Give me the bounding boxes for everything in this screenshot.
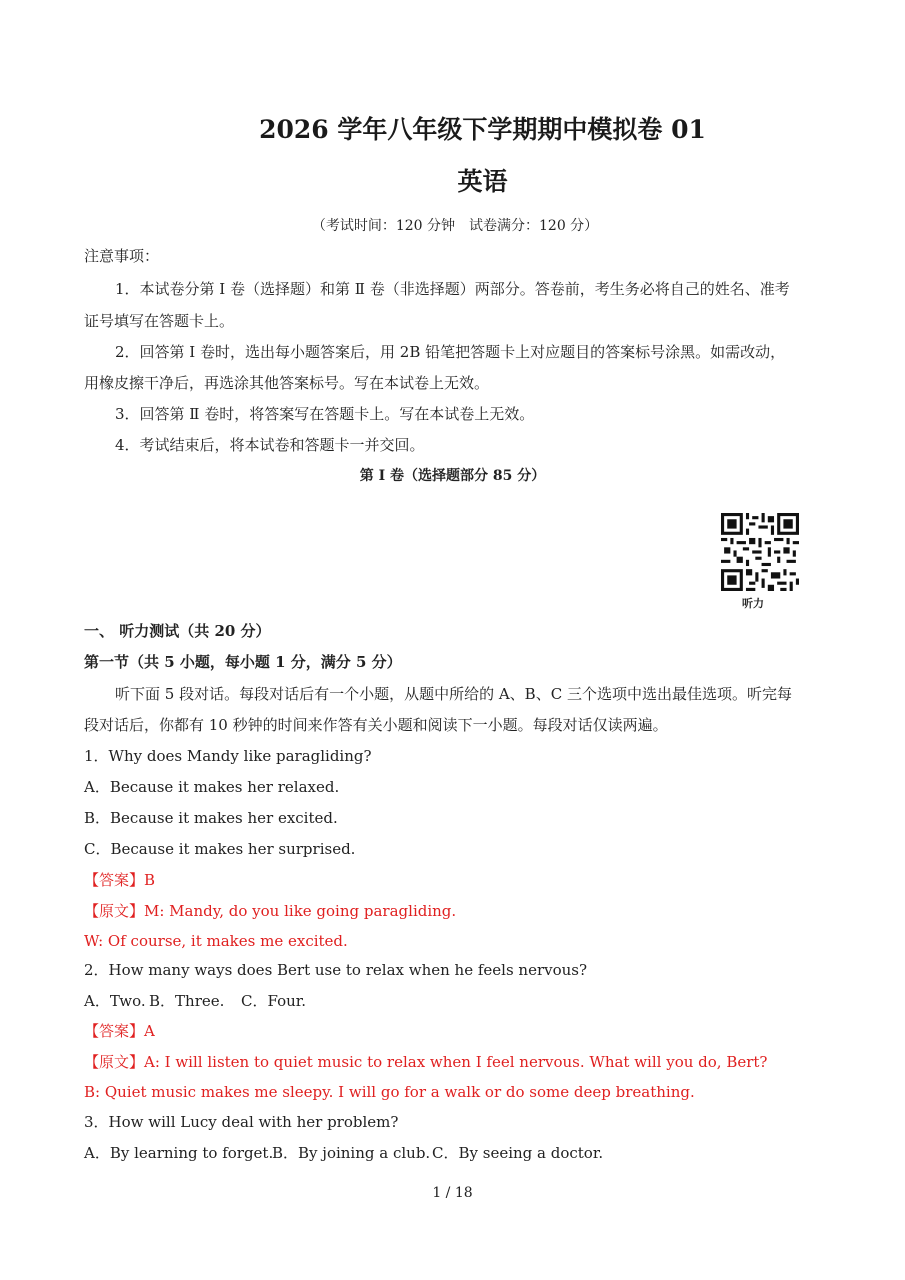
question-1-transcript-2: W: Of course, it makes me excited. <box>84 932 348 950</box>
question-1-option-c: C．Because it makes her surprised. <box>84 840 356 858</box>
question-1-option-b: B．Because it makes her excited. <box>84 809 338 827</box>
question-2-transcript-2: B: Quiet music makes me sleepy. I will go for a walk or do some deep breathing. <box>84 1083 695 1101</box>
part1-heading: 一、 听力测试（共 20 分） <box>84 622 271 640</box>
question-1-transcript-1: 【原文】M: Mandy, do you like going paragliding. <box>84 902 457 920</box>
question-1-option-a: A．Because it makes her relaxed. <box>84 778 340 796</box>
section1-heading: 第一节（共 5 小题，每小题 1 分，满分 5 分） <box>84 653 402 671</box>
qr-label: 听力 <box>742 597 764 610</box>
question-3-option-a: A．By learning to forget. <box>84 1144 274 1162</box>
qr-code-icon <box>721 513 799 591</box>
question-2-option-a: A．Two. <box>84 992 146 1010</box>
notice-item-1-line1: 1．本试卷分第 Ⅰ 卷（选择题）和第 Ⅱ 卷（非选择题）两部分。答卷前，考生务必将自己的姓名、准考 <box>115 280 790 298</box>
question-2-option-c: C．Four. <box>241 992 307 1010</box>
question-2-transcript-1: 【原文】A: I will listen to quiet music to relax when I feel nervous. What will you do, Bert? <box>84 1053 768 1071</box>
instructions-line1: 听下面 5 段对话。每段对话后有一个小题，从题中所给的 A、B、C 三个选项中选出最佳选项。听完每 <box>115 685 792 703</box>
exam-meta: （考试时间：120 分钟 试卷满分：120 分） <box>311 218 599 234</box>
page-number: 1 / 18 <box>432 1185 473 1201</box>
question-3-option-b: B．By joining a club. <box>272 1144 431 1162</box>
notice-heading: 注意事项： <box>84 247 160 265</box>
question-2-stem: 2．How many ways does Bert use to relax when he feels nervous? <box>84 961 588 979</box>
question-2-answer: 【答案】A <box>84 1022 155 1040</box>
page-title: 2026 学年八年级下学期期中模拟卷 01 <box>259 115 706 144</box>
question-2-option-b: B．Three. <box>149 992 225 1010</box>
question-3-stem: 3．How will Lucy deal with her problem? <box>84 1113 399 1131</box>
notice-item-2-line1: 2．回答第 Ⅰ 卷时，选出每小题答案后，用 2B 铅笔把答题卡上对应题目的答案标号涂黑。如需改动， <box>115 343 786 361</box>
subject-title: 英语 <box>457 167 508 196</box>
notice-item-2-line2: 用橡皮擦干净后，再选涂其他答案标号。写在本试卷上无效。 <box>84 374 490 392</box>
notice-item-3: 3．回答第 Ⅱ 卷时，将答案写在答题卡上。写在本试卷上无效。 <box>115 405 535 423</box>
question-1-stem: 1．Why does Mandy like paragliding? <box>84 747 372 765</box>
question-3-option-c: C．By seeing a doctor. <box>432 1144 604 1162</box>
notice-item-4: 4．考试结束后，将本试卷和答题卡一并交回。 <box>115 436 425 454</box>
volume-1-heading: 第 I 卷（选择题部分 85 分） <box>359 468 546 484</box>
notice-item-1-line2: 证号填写在答题卡上。 <box>84 312 235 330</box>
question-1-answer: 【答案】B <box>84 871 156 889</box>
instructions-line2: 段对话后，你都有 10 秒钟的时间来作答有关小题和阅读下一小题。每段对话仅读两遍。 <box>84 716 668 734</box>
